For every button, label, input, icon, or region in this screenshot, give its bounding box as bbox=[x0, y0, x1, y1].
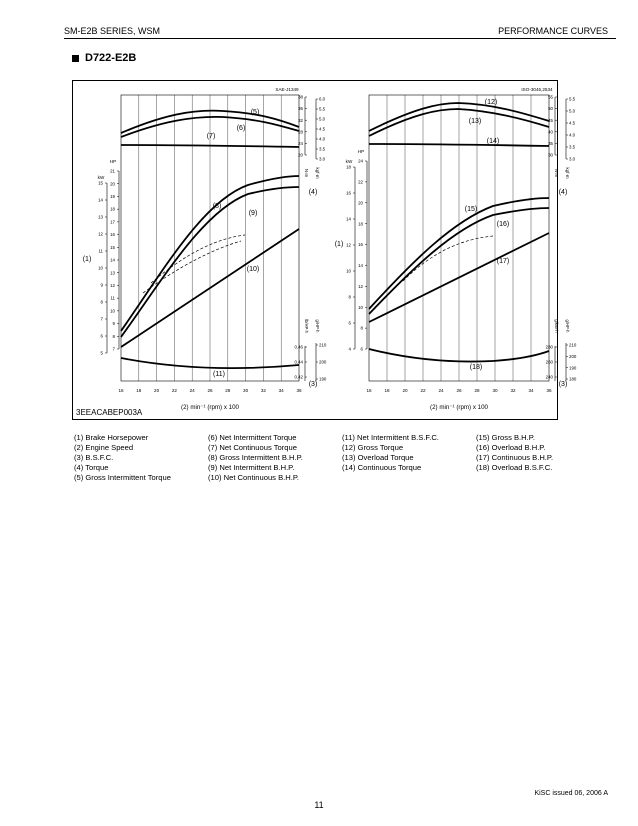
standard-label: ISO-3046,2534 bbox=[521, 87, 553, 92]
hp-tick-label: 18 bbox=[110, 206, 115, 212]
kw-tick-label: 9 bbox=[100, 282, 103, 288]
hp-tick-label: 17 bbox=[110, 219, 115, 225]
legend-item: (8) Gross Intermittent B.H.P. bbox=[208, 453, 303, 462]
speed-tick-label: 32 bbox=[260, 388, 266, 393]
bsfc-tick-label-b: 210 bbox=[319, 342, 327, 348]
kw-tick-label: 4 bbox=[348, 346, 351, 352]
bsfc-axis-label: (3) bbox=[308, 381, 318, 388]
hp-tick-label: 22 bbox=[358, 179, 363, 185]
speed-tick-label: 34 bbox=[528, 388, 534, 393]
bullet-square-icon bbox=[72, 55, 79, 62]
speed-tick-label: 36 bbox=[296, 388, 302, 393]
torque-axis-label: (4) bbox=[558, 189, 568, 196]
torque-kgf-tick-label: 3.0 bbox=[569, 156, 576, 162]
bsfc-tick-label-b: 200 bbox=[319, 359, 327, 365]
kw-tick-label: 10 bbox=[98, 265, 103, 271]
torque-kgf-tick-label: 3.0 bbox=[319, 156, 326, 162]
kw-tick-label: 11 bbox=[98, 248, 103, 254]
torque-kgf-tick-label: 4.5 bbox=[569, 120, 576, 126]
torque-kgf-unit: kgf·m bbox=[315, 167, 320, 179]
kw-tick-label: 15 bbox=[98, 180, 103, 186]
bsfc-axis-label: (3) bbox=[558, 381, 568, 388]
header-title: PERFORMANCE CURVES bbox=[498, 26, 608, 36]
torque-kgf-tick-label: 3.5 bbox=[569, 144, 576, 150]
legend-col-3 bbox=[342, 433, 439, 473]
torque-axis-label: (4) bbox=[308, 189, 318, 196]
speed-axis-label: (2) min⁻¹ (rpm) x 100 bbox=[430, 404, 488, 411]
speed-tick-label: 32 bbox=[510, 388, 516, 393]
speed-tick-label: 24 bbox=[438, 388, 444, 393]
legend-item: (13) Overload Torque bbox=[342, 453, 414, 462]
kw-tick-label: 8 bbox=[348, 294, 351, 300]
torque-nm-tick-label: 55 bbox=[548, 94, 553, 100]
legend-item: (3) B.S.F.C. bbox=[74, 453, 114, 462]
speed-tick-label: 36 bbox=[546, 388, 552, 393]
section-title bbox=[72, 52, 136, 64]
bsfc-tick-label-b: 190 bbox=[569, 365, 577, 371]
legend-item: (16) Overload B.H.P. bbox=[476, 443, 546, 452]
bsfc-tick-label-a: 0.44 bbox=[294, 359, 303, 365]
hp-tick-label: 10 bbox=[110, 308, 115, 314]
torque-nm-tick-label: 50 bbox=[548, 106, 553, 112]
torque-kgf-unit: kgf·m bbox=[565, 167, 570, 179]
issue-note: KiSC issued 06, 2006 A bbox=[534, 790, 608, 797]
section-title-text: D722-E2B bbox=[85, 52, 137, 64]
bsfc-tick-label-b: 180 bbox=[569, 376, 577, 382]
speed-tick-label: 18 bbox=[384, 388, 390, 393]
bsfc-unit-a: lb/HP·h bbox=[304, 319, 309, 333]
speed-tick-label: 22 bbox=[171, 388, 177, 393]
performance-figure bbox=[72, 80, 577, 420]
hp-tick-label: 19 bbox=[110, 194, 115, 200]
hp-tick-label: 6 bbox=[360, 346, 363, 352]
curve-label: (10) bbox=[246, 266, 260, 273]
torque-kgf-tick-label: 3.5 bbox=[319, 146, 326, 152]
torque-kgf-tick-label: 6.0 bbox=[319, 96, 326, 102]
kw-unit-label: kW bbox=[345, 159, 353, 164]
torque-nm-tick-label: 30 bbox=[548, 152, 553, 158]
speed-tick-label: 16 bbox=[366, 388, 372, 393]
kw-tick-label: 6 bbox=[348, 320, 351, 326]
hp-tick-label: 9 bbox=[112, 321, 115, 327]
legend-item: (1) Brake Horsepower bbox=[74, 433, 149, 442]
bsfc-unit-a: g/kW·h bbox=[554, 319, 559, 333]
hp-tick-label: 12 bbox=[110, 283, 115, 289]
legend-item: (7) Net Continuous Torque bbox=[208, 443, 297, 452]
speed-tick-label: 28 bbox=[474, 388, 480, 393]
torque-nm-tick-label: 40 bbox=[548, 129, 553, 135]
hp-tick-label: 18 bbox=[358, 221, 363, 227]
curve-label: (16) bbox=[496, 221, 510, 228]
hp-unit-label: HP bbox=[357, 149, 365, 154]
curve-label: (8) bbox=[212, 203, 222, 210]
torque-nm-tick-label: 36 bbox=[298, 106, 303, 112]
torque-kgf-tick-label: 5.0 bbox=[319, 116, 326, 122]
torque-nm-tick-label: 28 bbox=[298, 129, 303, 135]
bsfc-tick-label-a: 0.42 bbox=[294, 374, 303, 380]
standard-label: SAE-J1349 bbox=[275, 87, 299, 92]
legend-col-2 bbox=[208, 433, 303, 483]
torque-nm-unit: N·m bbox=[304, 168, 309, 178]
hp-tick-label: 8 bbox=[112, 333, 115, 339]
curve-label: (17) bbox=[496, 258, 510, 265]
dashed-overload-bhp-curve bbox=[403, 236, 493, 281]
speed-tick-label: 34 bbox=[278, 388, 284, 393]
figure-code: 3EEACABEP003A bbox=[76, 408, 143, 417]
hp-tick-label: 14 bbox=[358, 263, 363, 269]
legend-item: (12) Gross Torque bbox=[342, 443, 404, 452]
legend-item: (18) Overload B.S.F.C. bbox=[476, 463, 553, 472]
speed-tick-label: 20 bbox=[402, 388, 408, 393]
curve-label: (18) bbox=[469, 364, 483, 371]
kw-tick-label: 13 bbox=[98, 214, 103, 220]
kw-tick-label: 12 bbox=[346, 242, 351, 248]
speed-tick-label: 30 bbox=[243, 388, 249, 393]
curve-label: (6) bbox=[236, 125, 246, 132]
torque-nm-unit: N·m bbox=[554, 168, 559, 178]
legend-item: (10) Net Continuous B.H.P. bbox=[208, 473, 300, 482]
bsfc-tick-label-b: 210 bbox=[569, 342, 577, 348]
curve-label: (9) bbox=[248, 210, 258, 217]
speed-tick-label: 20 bbox=[154, 388, 160, 393]
hp-tick-label: 20 bbox=[358, 200, 363, 206]
hp-tick-label: 11 bbox=[110, 295, 115, 301]
hp-tick-label: 21 bbox=[110, 168, 115, 174]
kw-tick-label: 14 bbox=[346, 216, 351, 222]
kw-tick-label: 12 bbox=[98, 231, 103, 237]
hp-tick-label: 10 bbox=[358, 304, 363, 310]
legend-item: (5) Gross Intermittent Torque bbox=[74, 473, 171, 482]
torque-kgf-tick-label: 5.0 bbox=[569, 108, 576, 114]
legend-item: (6) Net Intermittent Torque bbox=[208, 433, 297, 442]
speed-tick-label: 30 bbox=[492, 388, 498, 393]
speed-tick-label: 28 bbox=[225, 388, 231, 393]
legend-col-4 bbox=[476, 433, 553, 473]
legend-item: (14) Continuous Torque bbox=[342, 463, 422, 472]
torque-nm-tick-label: 32 bbox=[298, 117, 303, 123]
kw-tick-label: 6 bbox=[100, 333, 103, 339]
kw-tick-label: 8 bbox=[100, 299, 103, 305]
hp-tick-label: 24 bbox=[358, 158, 363, 164]
legend-item: (9) Net Intermittent B.H.P. bbox=[208, 463, 295, 472]
legend-item: (17) Continuous B.H.P. bbox=[476, 453, 554, 462]
speed-tick-label: 18 bbox=[136, 388, 142, 393]
kw-tick-label: 7 bbox=[100, 316, 103, 322]
curve-label: (12) bbox=[484, 99, 498, 106]
legend-col-1 bbox=[74, 433, 171, 483]
hp-tick-label: 16 bbox=[110, 232, 115, 238]
bsfc-tick-label-a: 0.46 bbox=[294, 344, 303, 350]
torque-nm-tick-label: 24 bbox=[298, 141, 303, 146]
hp-unit-label: HP bbox=[109, 159, 117, 164]
kw-tick-label: 16 bbox=[346, 190, 351, 196]
speed-tick-label: 16 bbox=[118, 388, 124, 393]
page-number: 11 bbox=[314, 800, 324, 810]
bsfc-tick-label-b: 200 bbox=[569, 353, 577, 359]
kw-tick-label: 10 bbox=[346, 268, 351, 274]
header-series: SM-E2B SERIES, WSM bbox=[64, 26, 161, 36]
speed-tick-label: 24 bbox=[189, 388, 195, 393]
torque-kgf-tick-label: 4.0 bbox=[319, 136, 326, 142]
curve-label: (13) bbox=[468, 118, 482, 125]
bsfc-tick-label-a: 280 bbox=[545, 344, 553, 350]
power-axis-label: (1) bbox=[334, 241, 344, 248]
hp-tick-label: 12 bbox=[358, 283, 363, 289]
legend-item: (2) Engine Speed bbox=[74, 443, 134, 452]
torque-nm-tick-label: 38 bbox=[298, 94, 303, 100]
hp-tick-label: 14 bbox=[110, 257, 115, 263]
curve-label: (14) bbox=[486, 138, 500, 145]
legend-item: (15) Gross B.H.P. bbox=[476, 433, 535, 442]
torque-kgf-tick-label: 5.5 bbox=[569, 96, 576, 102]
hp-tick-label: 15 bbox=[110, 244, 115, 250]
legend-item: (4) Torque bbox=[74, 463, 109, 472]
torque-nm-tick-label: 20 bbox=[298, 152, 303, 158]
speed-tick-label: 22 bbox=[420, 388, 426, 393]
speed-tick-label: 26 bbox=[456, 388, 462, 393]
hp-tick-label: 16 bbox=[358, 242, 363, 248]
speed-tick-label: 26 bbox=[207, 388, 213, 393]
kw-unit-label: kW bbox=[97, 175, 105, 180]
legend-item: (11) Net Intermittent B.S.F.C. bbox=[342, 433, 439, 442]
curve-label: (15) bbox=[464, 206, 478, 213]
bsfc-tick-label-b: 190 bbox=[319, 376, 327, 382]
kw-tick-label: 18 bbox=[346, 164, 351, 170]
curve-label: (5) bbox=[250, 109, 260, 116]
bsfc-unit-b: g/HP·h bbox=[565, 319, 570, 333]
curve-label: (11) bbox=[213, 371, 225, 378]
kw-tick-label: 14 bbox=[98, 197, 103, 203]
performance-curves-svg bbox=[73, 81, 577, 421]
kw-tick-label: 5 bbox=[100, 350, 103, 356]
power-axis-label: (1) bbox=[82, 256, 92, 263]
header-rule bbox=[64, 38, 616, 39]
torque-nm-tick-label: 35 bbox=[548, 141, 553, 146]
speed-axis-label: (2) min⁻¹ (rpm) x 100 bbox=[181, 404, 239, 411]
torque-nm-tick-label: 45 bbox=[548, 117, 553, 123]
torque-kgf-tick-label: 5.5 bbox=[319, 106, 326, 112]
torque-kgf-tick-label: 4.5 bbox=[319, 126, 326, 132]
torque-kgf-tick-label: 4.0 bbox=[569, 132, 576, 138]
hp-tick-label: 20 bbox=[110, 181, 115, 187]
hp-tick-label: 13 bbox=[110, 270, 115, 276]
bsfc-unit-b: g/HP·h bbox=[315, 319, 320, 333]
bsfc-tick-label-a: 240 bbox=[545, 374, 553, 380]
bsfc-tick-label-a: 260 bbox=[545, 359, 553, 365]
hp-tick-label: 7 bbox=[112, 346, 115, 352]
curve-label: (7) bbox=[206, 133, 216, 140]
hp-tick-label: 8 bbox=[360, 325, 363, 331]
